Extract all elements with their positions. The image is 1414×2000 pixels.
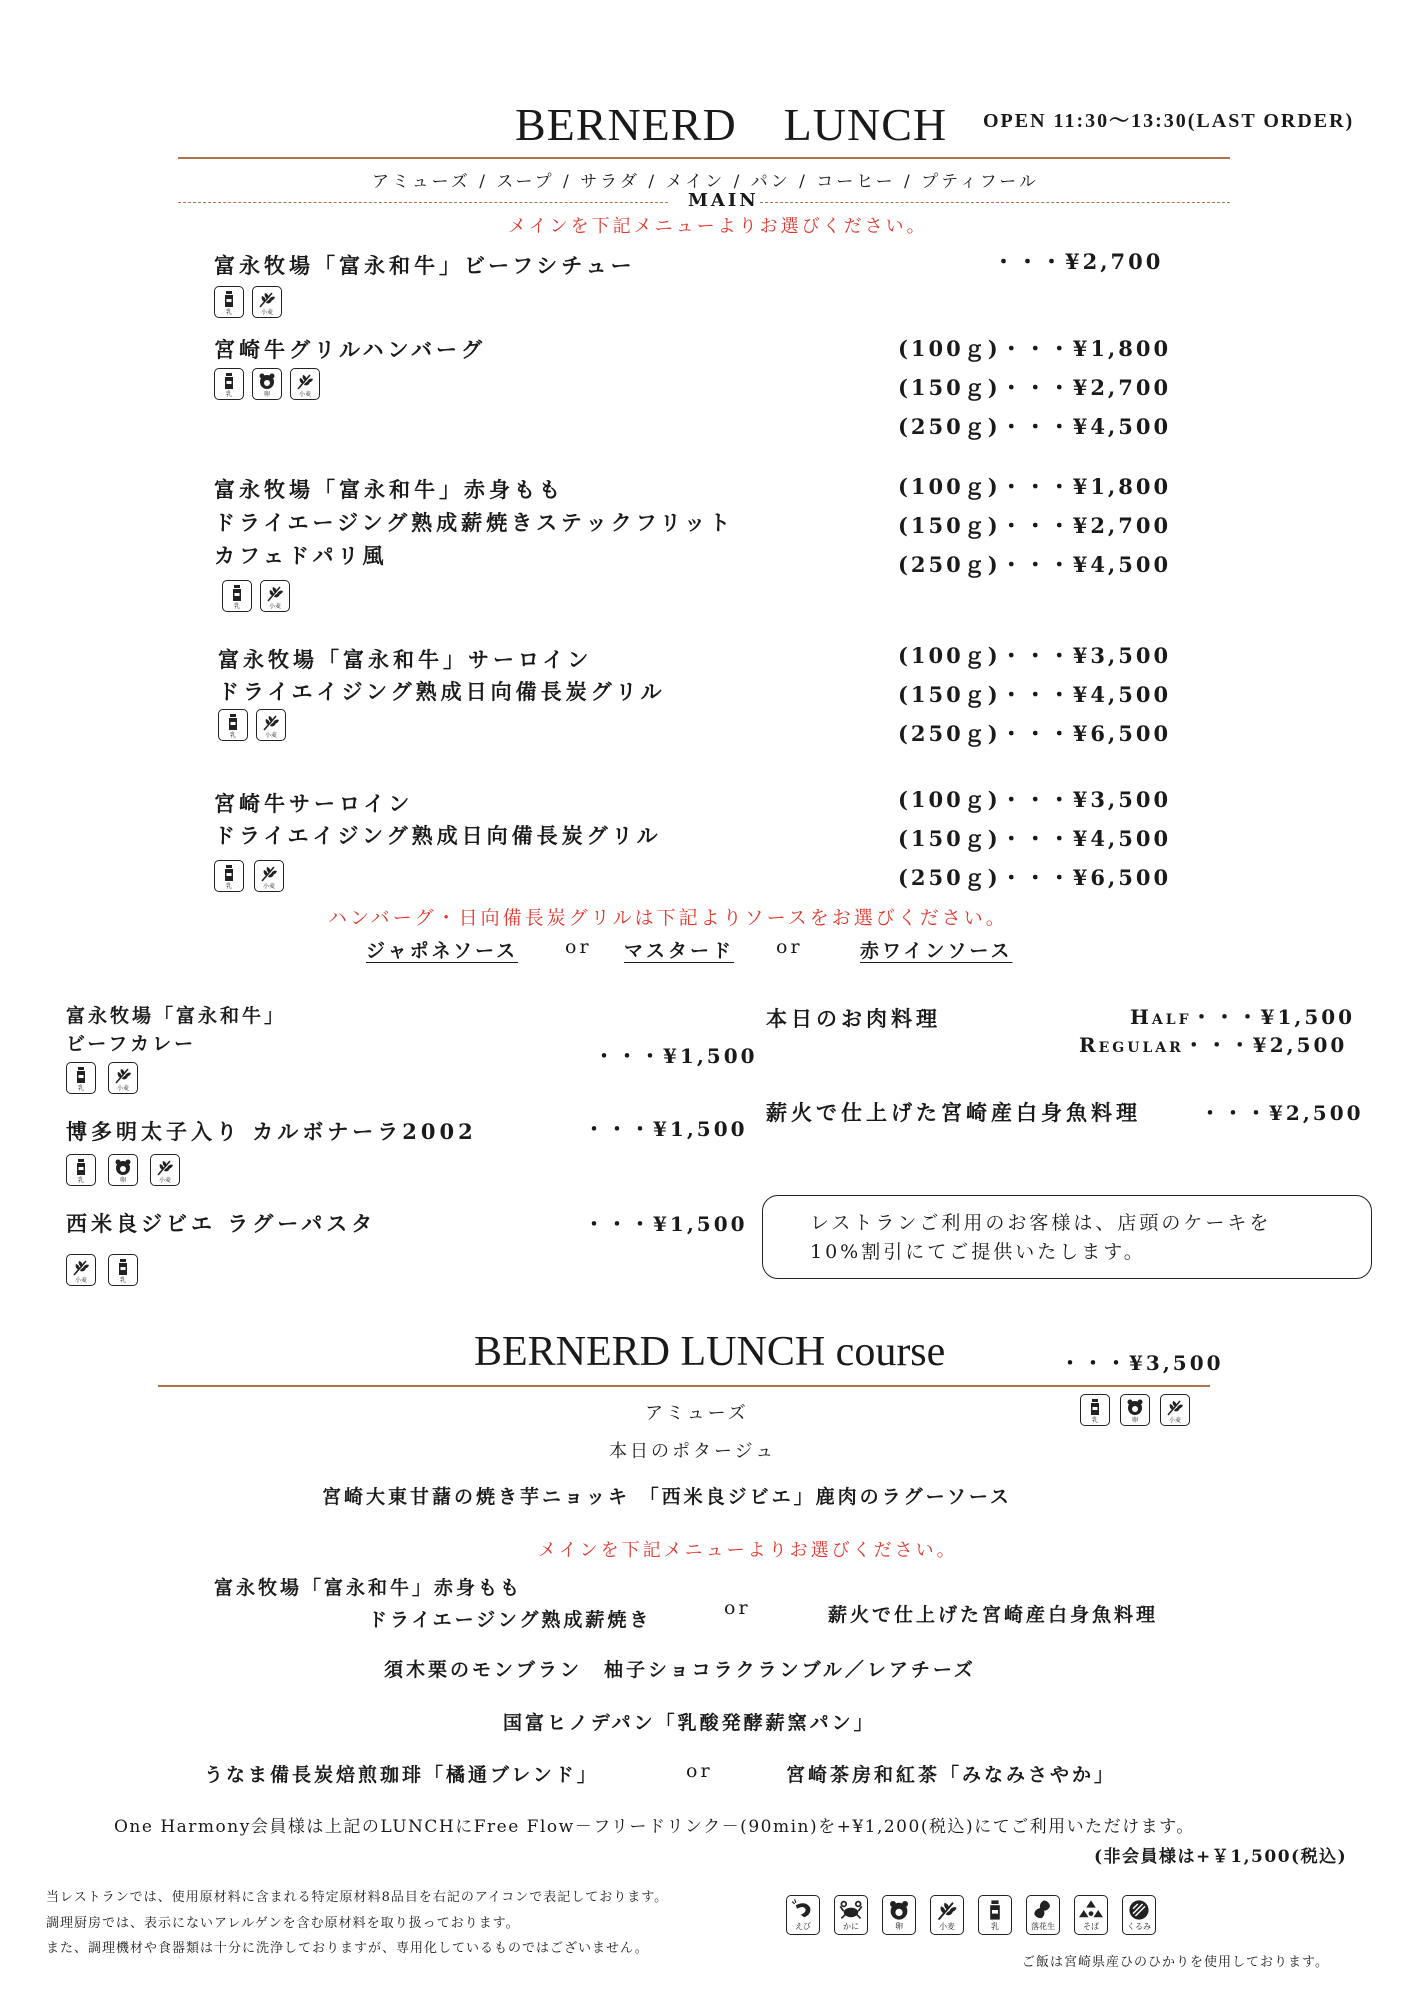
allergen-note-line1: 当レストランでは、使用原材料に含まれる特定原材料8品目を右記のアイコンで表記しております。 [46,1890,669,1905]
akami-price-150: (150ｇ)・・・¥2,700 [898,513,1172,538]
milk-icon: 乳 [214,286,244,318]
wheat-icon: 小麦 [252,286,282,318]
sirloin-price-250: (250ｇ)・・・¥6,500 [898,721,1172,746]
course-appetizer: 宮崎大東甘藷の焼き芋ニョッキ 「西米良ジビエ」鹿肉のラグーソース [322,1486,1012,1508]
course-bread: 国富ヒノデパン「乳酸発酵薪窯パン」 [503,1712,876,1734]
hamburg-name: 宮崎牛グリルハンバーグ [214,337,487,362]
miyazaki-sirloin-line1: 宮崎牛サーロイン [214,791,414,816]
wheat-icon: 小麦 [150,1154,180,1186]
sirloin-price-150: (150ｇ)・・・¥4,500 [898,682,1172,707]
hamburg-price-100: (100ｇ)・・・¥1,800 [898,336,1172,361]
course-price: ・・・¥3,500 [1060,1351,1224,1375]
wheat-icon: 小麦 [108,1062,138,1094]
course-select-notice: メインを下記メニューよりお選びください。 [538,1540,958,1561]
sauce-notice: ハンバーグ・日向備長炭グリルは下記よりソースをお選びください。 [328,907,1008,929]
free-flow-non-member: (非会員様は+￥1,500(税込) [1094,1847,1348,1867]
open-hours: OPEN 11:30～13:30(LAST ORDER) [983,110,1355,132]
ragu-price: ・・・¥1,500 [584,1212,748,1236]
sauce-or-1: or [565,936,592,958]
sirloin-allergens [218,709,286,741]
meat-today-name: 本日のお肉料理 [766,1006,941,1031]
miyazaki-sirloin-price-100: (100ｇ)・・・¥3,500 [898,787,1172,812]
egg-icon: 卵 [108,1154,138,1186]
beef-stew-allergens [214,286,282,318]
course-coffee: うなま備長炭焙煎珈琲「橘通ブレンド」 [204,1764,599,1786]
cake-notice-line2: 10%割引にてご提供いたします。 [810,1241,1146,1263]
milk-icon: 乳 [1080,1394,1110,1426]
wheat-icon: 小麦 [260,580,290,612]
course-main-or: or [724,1597,751,1619]
course-title: BERNERD LUNCH course [474,1329,946,1375]
akami-allergens [222,580,290,612]
carbonara-allergens [66,1154,180,1186]
course-soup: 本日のポタージュ [609,1441,777,1462]
course-main-a-line2: ドライエージング熟成薪焼き [368,1609,652,1631]
course-dessert: 須木栗のモンブラン 柚子ショコラクランブル／レアチーズ [384,1659,976,1681]
miyazaki-sirloin-allergens [214,860,284,892]
curry-price: ・・・¥1,500 [594,1044,758,1068]
miyazaki-sirloin-line2: ドライエイジング熟成日向備長炭グリル [214,823,662,848]
miyazaki-sirloin-price-150: (150ｇ)・・・¥4,500 [898,826,1172,851]
wheat-icon: 小麦 [254,860,284,892]
rice-note: ご飯は宮崎県産ひのひかりを使用しております。 [1022,1955,1329,1970]
beef-stew-name: 富永牧場「富永和牛」ビーフシチュー [214,253,636,278]
akami-price-250: (250ｇ)・・・¥4,500 [898,552,1172,577]
wheat-icon: 小麦 [66,1254,96,1286]
egg-icon: 卵 [882,1895,916,1935]
beef-stew-price: ・・・¥2,700 [993,249,1164,274]
akami-line1: 富永牧場「富永和牛」赤身もも [214,477,564,502]
curry-line1: 富永牧場「富永和牛」 [66,1005,287,1027]
sirloin-line1: 富永牧場「富永和牛」サーロイン [218,647,593,672]
crab-icon: かに [834,1895,868,1935]
main-rule-right [760,202,1230,203]
main-label: MAIN [688,190,759,211]
carbonara-name: 博多明太子入り カルボナーラ2002 [66,1119,477,1144]
wheat-icon: 小麦 [1160,1394,1190,1426]
sauce-red-wine: 赤ワインソース [860,940,1013,962]
milk-icon: 乳 [218,709,248,741]
milk-icon: 乳 [66,1154,96,1186]
ragu-allergens [66,1254,138,1286]
miyazaki-sirloin-price-250: (250ｇ)・・・¥6,500 [898,865,1172,890]
egg-icon: 卵 [252,368,282,400]
akami-price-100: (100ｇ)・・・¥1,800 [898,474,1172,499]
main-select-notice: メインを下記メニューよりお選びください。 [508,216,928,237]
wheat-icon: 小麦 [256,709,286,741]
curry-allergens [66,1062,138,1094]
cake-notice-line1: レストランご利用のお客様は、店頭のケーキを [810,1212,1272,1234]
course-amuse: アミューズ [645,1403,749,1424]
course-tea: 宮崎茶房和紅茶「みなみさやか」 [786,1764,1117,1786]
milk-icon: 乳 [108,1254,138,1286]
milk-icon: 乳 [222,580,252,612]
shrimp-icon: えび [786,1895,820,1935]
sauce-mustard: マスタード [624,940,735,962]
header-rule [178,157,1230,159]
page-title: BERNERD LUNCH [515,99,948,150]
fish-name: 薪火で仕上げた宮崎産白身魚料理 [766,1100,1141,1125]
course-drink-or: or [686,1760,713,1782]
course-flow: アミューズ / スープ / サラダ / メイン / パン / コーヒー / プティフール [372,172,1039,192]
curry-line2: ビーフカレー [66,1033,197,1055]
allergen-note-line2: 調理厨房では、表示にないアレルゲンを含む原材料を取り扱っております。 [46,1916,520,1931]
meat-today-regular: Regular・・・¥2,500 [1079,1033,1348,1057]
milk-icon: 乳 [66,1062,96,1094]
course-main-b: 薪火で仕上げた宮崎産白身魚料理 [828,1604,1159,1626]
wheat-icon: 小麦 [930,1895,964,1935]
walnut-icon: くるみ [1122,1895,1156,1935]
akami-line3: カフェドパリ風 [214,543,388,568]
main-rule-left [178,202,668,203]
sauce-japonais: ジャポネソース [366,940,519,962]
sirloin-price-100: (100ｇ)・・・¥3,500 [898,643,1172,668]
fish-price: ・・・¥2,500 [1200,1101,1364,1125]
course-rule [158,1385,1210,1387]
akami-line2: ドライエージング熟成薪焼きステックフリット [214,510,735,535]
free-flow-member: One Harmony会員様は上記のLUNCHにFree Flow－フリードリンク－(90min)を+¥1,200(税込)にてご利用いただけます。 [114,1817,1195,1837]
carbonara-price: ・・・¥1,500 [584,1117,748,1141]
course-main-a-line1: 富永牧場「富永和牛」赤身もも [214,1577,523,1599]
egg-icon: 卵 [1120,1394,1150,1426]
allergen-legend [786,1895,1156,1935]
sirloin-line2: ドライエイジング熟成日向備長炭グリル [218,679,666,704]
milk-icon: 乳 [978,1895,1012,1935]
sauce-or-2: or [776,936,803,958]
milk-icon: 乳 [214,368,244,400]
allergen-note-line3: また、調理機材や食器類は十分に洗浄しておりますが、専用化しているものではございません。 [46,1941,649,1956]
hamburg-allergens [214,368,320,400]
ragu-name: 西米良ジビエ ラグーパスタ [66,1211,377,1236]
hamburg-price-150: (150ｇ)・・・¥2,700 [898,375,1172,400]
course-allergens [1080,1394,1190,1426]
meat-today-half: Half・・・¥1,500 [1130,1005,1356,1029]
hamburg-price-250: (250ｇ)・・・¥4,500 [898,414,1172,439]
wheat-icon: 小麦 [290,368,320,400]
peanut-icon: 落花生 [1026,1895,1060,1935]
buckwheat-icon: そば [1074,1895,1108,1935]
milk-icon: 乳 [214,860,244,892]
